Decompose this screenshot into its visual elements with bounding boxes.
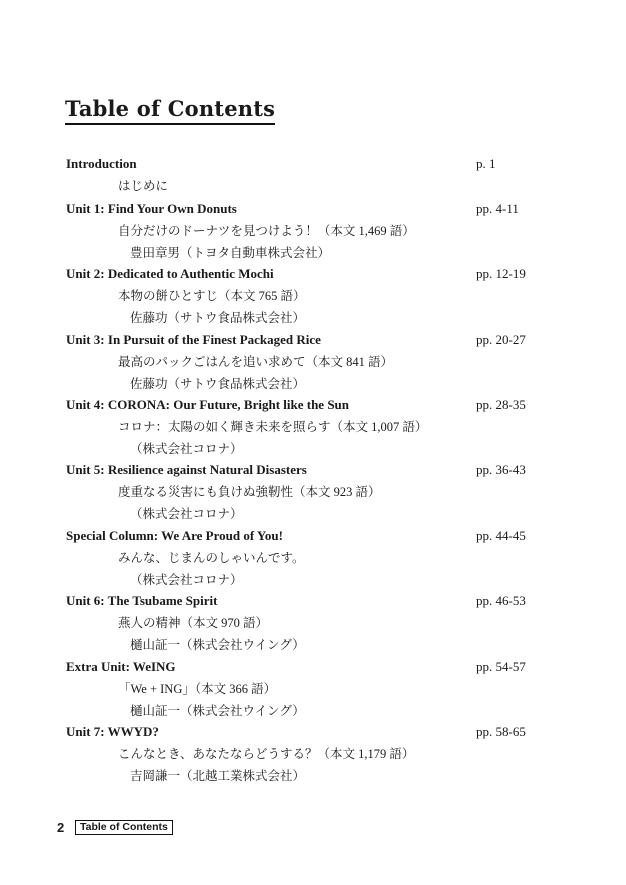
toc-entry-subtitle: 本物の餅ひとすじ（本文 765 語） xyxy=(118,289,306,303)
toc-entry-pages: p. 1 xyxy=(476,156,496,171)
toc-entry-pages: pp. 44-45 xyxy=(476,528,526,543)
toc-entry-subtitle: はじめに xyxy=(118,179,169,193)
toc-entry-author: （株式会社コロナ） xyxy=(130,442,243,456)
toc-entry-title: Unit 3: In Pursuit of the Finest Packaged Rice xyxy=(66,332,321,347)
toc-entry-author: 豊田章男（トヨタ自動車株式会社） xyxy=(130,246,331,260)
toc-entry-title: Unit 7: WWYD? xyxy=(66,724,159,739)
footer-page-number: 2 xyxy=(57,820,65,835)
toc-entry-subtitle: 燕人の精神（本文 970 語） xyxy=(118,616,269,630)
footer-section-label: Table of Contents xyxy=(75,820,173,835)
toc-entry-title: Unit 4: CORONA: Our Future, Bright like the Sun xyxy=(66,397,350,412)
toc-entry-subtitle: コロナ：太陽の如く輝き未来を照らす（本文 1,007 語） xyxy=(118,420,428,434)
toc-entry-pages: pp. 36-43 xyxy=(476,462,526,477)
toc-entry-title: Unit 5: Resilience against Natural Disasters xyxy=(66,462,307,477)
toc-entry-pages: pp. 20-27 xyxy=(476,332,526,347)
toc-entry-title: Unit 6: The Tsubame Spirit xyxy=(66,593,218,608)
toc-entry-author: （株式会社コロナ） xyxy=(130,573,243,587)
toc-entry-subtitle: 最高のパックごはんを追い求めて（本文 841 語） xyxy=(118,355,394,369)
toc-entry-author: （株式会社コロナ） xyxy=(130,507,243,521)
toc-entry-author: 佐藤功（サトウ食品株式会社） xyxy=(130,311,306,325)
toc-entry-title: Introduction xyxy=(66,156,137,171)
toc-entry-author: 吉岡謙一（北越工業株式会社） xyxy=(130,769,306,783)
toc-entry-pages: pp. 58-65 xyxy=(476,724,526,739)
toc-entry-subtitle: 「We + ING」（本文 366 語） xyxy=(118,682,277,696)
toc-entry-subtitle: 自分だけのドーナツを見つけよう！（本文 1,469 語） xyxy=(118,224,415,238)
toc-entry-pages: pp. 46-53 xyxy=(476,593,526,608)
toc-entry-title: Unit 2: Dedicated to Authentic Mochi xyxy=(66,266,274,281)
toc-entry-pages: pp. 12-19 xyxy=(476,266,526,281)
toc-entry-pages: pp. 4-11 xyxy=(476,201,519,216)
toc-entry-title: Special Column: We Are Proud of You! xyxy=(66,528,283,543)
toc-entry-subtitle: こんなとき、あなたならどうする？（本文 1,179 語） xyxy=(118,747,415,761)
toc-entry-title: Extra Unit: WeING xyxy=(66,659,176,674)
toc-entry-author: 佐藤功（サトウ食品株式会社） xyxy=(130,377,306,391)
toc-entry-title: Unit 1: Find Your Own Donuts xyxy=(66,201,237,216)
toc-entry-subtitle: 度重なる災害にも負けぬ強靭性（本文 923 語） xyxy=(118,485,381,499)
toc-entry-pages: pp. 28-35 xyxy=(476,397,526,412)
toc-entry-subtitle: みんな、じまんのしゃいんです。 xyxy=(118,551,305,565)
page-title: Table of Contents xyxy=(65,96,275,125)
toc-entry-author: 樋山証一（株式会社ウイング） xyxy=(130,638,305,652)
toc-entry-pages: pp. 54-57 xyxy=(476,659,526,674)
toc-entry-author: 樋山証一（株式会社ウイング） xyxy=(130,704,305,718)
